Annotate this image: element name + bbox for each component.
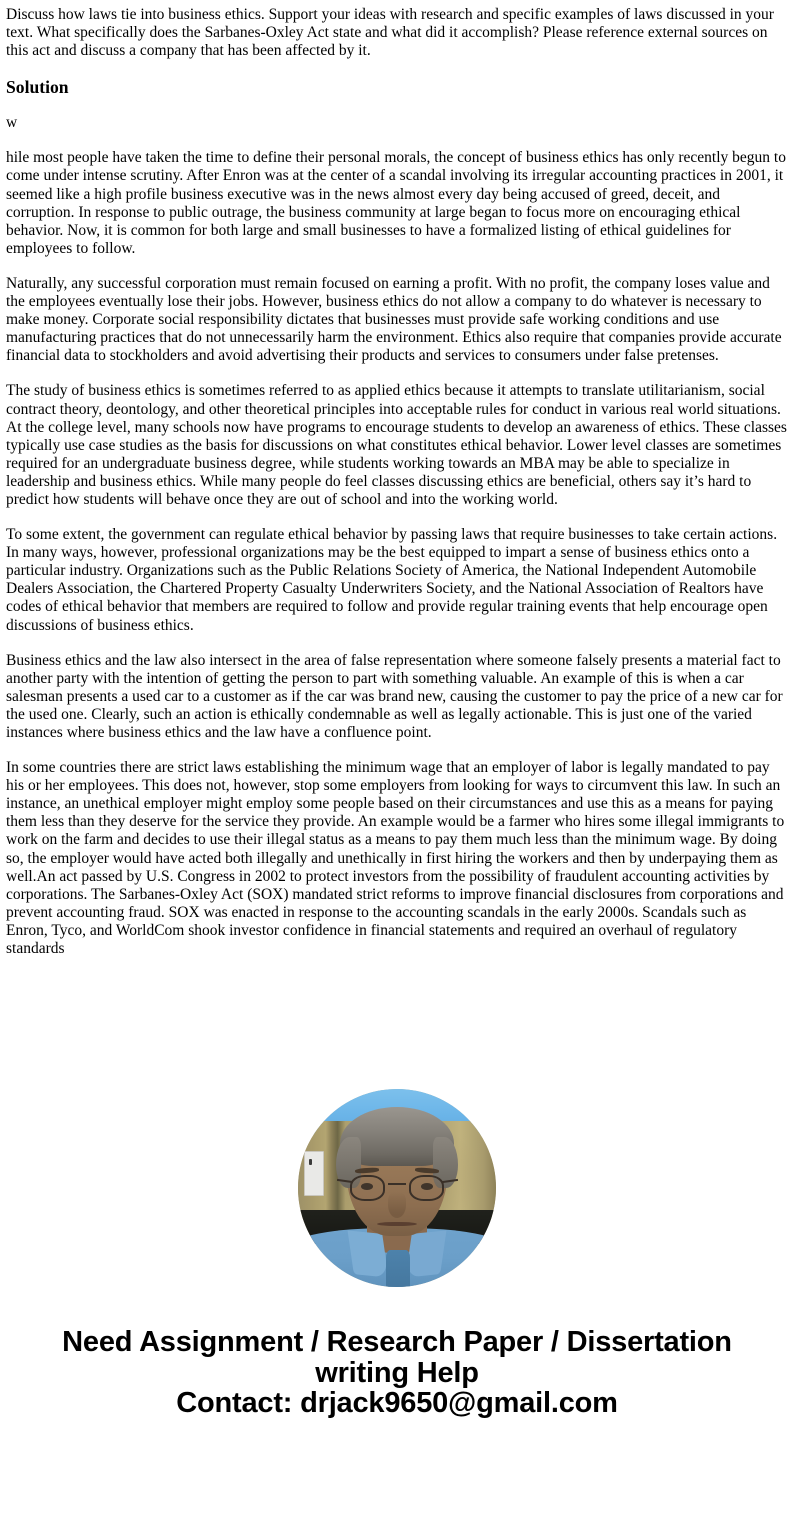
solution-paragraph-1: hile most people have taken the time to define their personal morals, the concept of business ethics has only recently begun to come under intense scrutiny. After Enron was at the center of a scandal involving its irregular accounting practices in 2001, it seemed like a high profile business executive was in the news almost every day being accused of greed, deceit, and corruption. In response to public outrage, the business community at large began to focus more on encouraging ethical behavior. Now, it is common for both large and small businesses to have a formalized listing of ethical guidelines for employees to follow. [6, 149, 786, 257]
avatar-eyeglass-bridge [388, 1183, 406, 1185]
assignment-prompt: Discuss how laws tie into business ethics. Support your ideas with research and specific examples of laws discussed in your text. What specifically does the Sarbanes-Oxley Act state and what did it accomplish? Please reference external sources on this act and discuss a company that has been affected by it. [6, 6, 774, 60]
avatar-collar-right [405, 1230, 446, 1277]
avatar-eyeglass-lens-right [409, 1175, 444, 1201]
avatar-mouth [377, 1222, 417, 1226]
solution-paragraph-5: Business ethics and the law also intersect in the area of false representation where someone falsely presents a material fact to another party with the intention of getting the person to part with something valuable. An example of this is when a car salesman presents a used car to a customer as if the car was brand new, causing the customer to pay the price of a new car for the used one. Clearly, such an action is ethically condemnable as well as legally actionable. This is just one of the varied instances where business ethics and the law have a confluence point. [6, 651, 783, 741]
avatar-wall-switch [304, 1151, 324, 1197]
cta-line-2: writing Help [315, 1356, 479, 1389]
footer-call-to-action [0, 1327, 794, 1419]
orphan-character: w [6, 114, 18, 132]
solution-paragraph-3: The study of business ethics is sometimes referred to as applied ethics because it attempts to translate utilitarianism, social contract theory, deontology, and other theoretical principles into acceptable rules for conduct in various real world situations. At the college level, many schools now have programs to encourage students to develop an awareness of ethics. These classes typically use case studies as the basis for discussions on what constitutes ethical behavior. Lower level classes are sometimes required for an undergraduate business degree, while students working towards an MBA may be able to specialize in leadership and business ethics. While many people do feel classes discussing ethics are beneficial, others say it’s hard to predict how students will behave once they are out of school and into the working world. [6, 382, 787, 508]
cta-line-1: Need Assignment / Research Paper / Dissertation [62, 1326, 732, 1359]
cta-contact-email: Contact: drjack9650@gmail.com [176, 1387, 618, 1420]
avatar-nose [388, 1192, 406, 1218]
avatar [298, 1089, 496, 1287]
solution-paragraph-6: In some countries there are strict laws establishing the minimum wage that an employer of labor is legally mandated to pay his or her employees. This does not, however, stop some employers from looking for ways to circumvent this law. In such an instance, an unethical employer might employ some people based on their circumstances and use this as a means for paying them less than they deserve for the service they provide. An example would be a farmer who hires some illegal immigrants to work on the farm and decides to use their illegal status as a means to pay them much less than the minimum wage. By doing so, the employer would have acted both illegally and unethically in first hiring the workers and then by underpaying them as well.An act passed by U.S. Congress in 2002 to protect investors from the possibility of fraudulent accounting activities by corporations. The Sarbanes-Oxley Act (SOX) mandated strict reforms to improve financial disclosures from corporations and prevent accounting fraud. SOX was enacted in response to the accounting scandals in the early 2000s. Scandals such as Enron, Tyco, and WorldCom shook investor confidence in financial statements and required an overhaul of regulatory standards [6, 759, 785, 958]
document-body [0, 6, 794, 958]
avatar-eyeglass-lens-left [350, 1175, 385, 1201]
solution-paragraph-4: To some extent, the government can regulate ethical behavior by passing laws that require businesses to take certain actions. In many ways, however, professional organizations may be the best equipped to impart a sense of business ethics onto a particular industry. Organizations such as the Public Relations Society of America, the National Independent Automobile Dealers Association, the Chartered Property Casualty Underwriters Society, and the National Association of Realtors have codes of ethical behavior that members are required to follow and provide regular training events that help encourage open discussions of business ethics. [6, 526, 778, 634]
avatar-tie [386, 1250, 410, 1288]
solution-paragraph-2: Naturally, any successful corporation must remain focused on earning a profit. With no profit, the company loses value and the employees eventually lose their jobs. However, business ethics do not allow a company to do whatever is necessary to make money. Corporate social responsibility dictates that businesses must provide safe working conditions and use manufacturing practices that do not unnecessarily harm the environment. Ethics also require that companies provide accurate financial data to stockholders and avoid advertising their products and services to consumers under false pretenses. [6, 274, 782, 365]
solution-heading: Solution [6, 77, 69, 98]
avatar-container [0, 1089, 794, 1287]
document-page [0, 6, 794, 1419]
